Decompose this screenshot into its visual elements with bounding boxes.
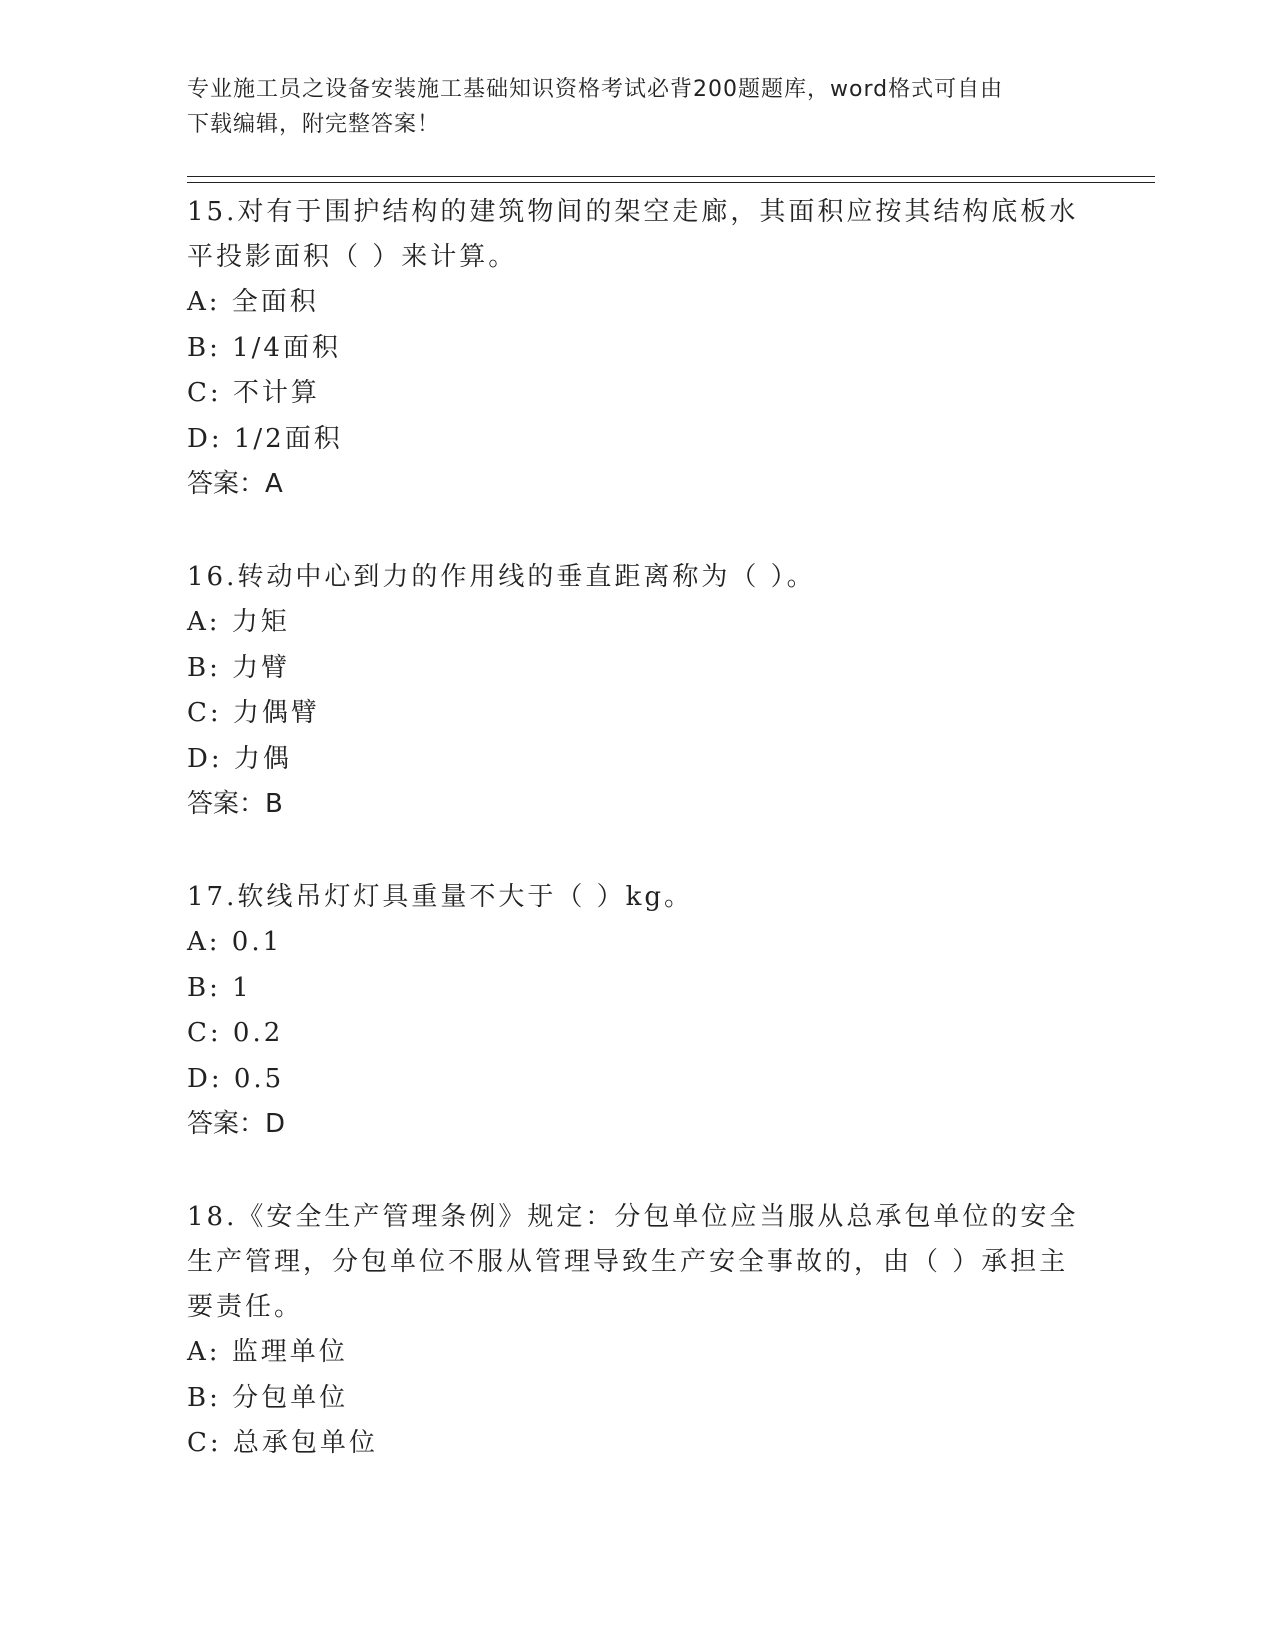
option-d: D: 1/2面积	[187, 423, 343, 454]
question-stem-line: 平投影面积（ ）来计算。	[187, 242, 518, 272]
document-header	[187, 72, 1087, 142]
option-a: A: 0.1	[187, 927, 283, 957]
option-b: B: 分包单位	[187, 1382, 349, 1413]
option-c: C: 力偶臂	[187, 698, 320, 728]
question-18	[187, 1195, 1087, 1467]
question-17	[187, 875, 1087, 1147]
question-16	[187, 555, 1087, 827]
question-stem-line: 17.软线吊灯灯具重量不大于（ ）kg。	[187, 882, 694, 912]
question-stem	[187, 555, 1087, 600]
question-list	[187, 190, 1087, 1515]
option-d: D: 0.5	[187, 1063, 285, 1094]
option-a: A: 力矩	[187, 607, 290, 637]
option-c: C: 不计算	[187, 378, 320, 408]
question-stem-line: 生产管理，分包单位不服从管理导致生产安全事故的，由（ ）承担主	[187, 1247, 1069, 1277]
option-b: B: 力臂	[187, 652, 291, 683]
question-stem	[187, 190, 1087, 280]
option-c: C: 0.2	[187, 1018, 284, 1048]
header-divider-top	[187, 176, 1155, 177]
question-stem-line: 18.《安全生产管理条例》规定：分包单位应当服从总承包单位的安全	[187, 1202, 1079, 1232]
answer-line: 答案：D	[187, 1109, 286, 1139]
option-a: A: 监理单位	[187, 1337, 348, 1367]
option-a: A: 全面积	[187, 287, 319, 317]
option-b: B: 1/4面积	[187, 332, 341, 363]
option-c: C: 总承包单位	[187, 1428, 378, 1458]
header-divider-bottom	[187, 182, 1155, 183]
option-d: D: 力偶	[187, 743, 292, 774]
question-stem	[187, 875, 1087, 920]
answer-line: 答案：A	[187, 469, 283, 499]
question-stem-line: 16.转动中心到力的作用线的垂直距离称为（ ）。	[187, 562, 816, 592]
question-stem	[187, 1195, 1087, 1330]
question-stem-line: 15.对有于围护结构的建筑物间的架空走廊，其面积应按其结构底板水	[187, 197, 1079, 227]
question-15	[187, 190, 1087, 507]
option-b: B: 1	[187, 972, 252, 1003]
header-line-1: 专业施工员之设备安装施工基础知识资格考试必背200题题库，word格式可自由	[187, 77, 1004, 102]
answer-line: 答案：B	[187, 789, 283, 819]
header-line-2: 下载编辑，附完整答案！	[187, 112, 441, 137]
question-stem-line: 要责任。	[187, 1292, 304, 1322]
